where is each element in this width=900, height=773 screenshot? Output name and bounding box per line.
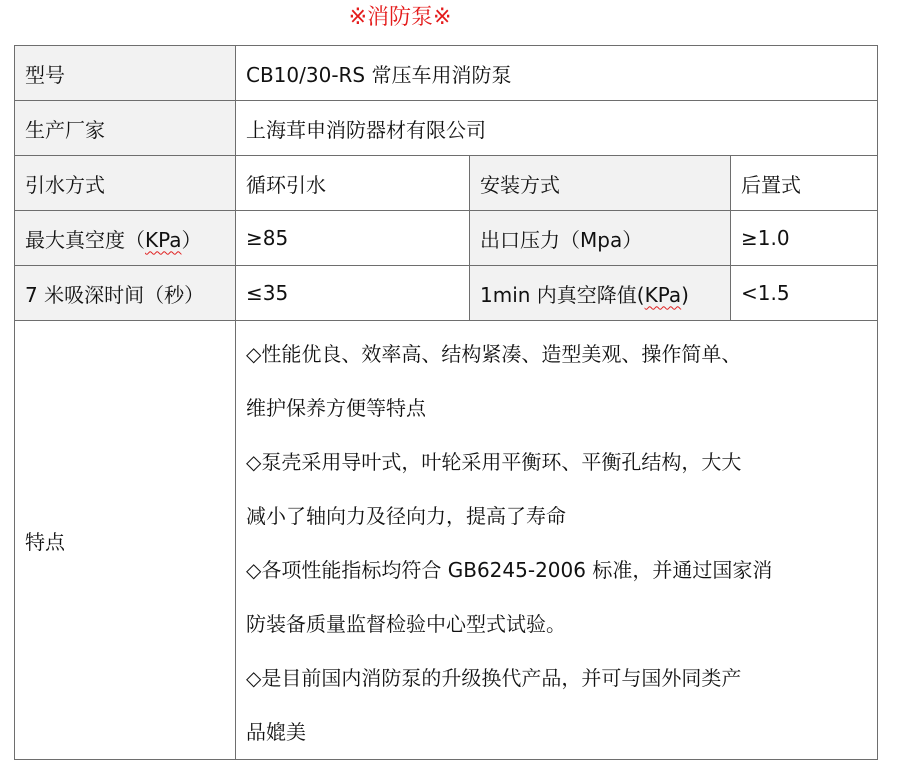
table-row-suction [15,266,878,321]
outlet-pressure-label-close: ） [622,227,643,252]
features-line: ◇性能优良、效率高、结构紧凑、造型美观、操作简单、 [246,342,742,366]
table-row-vacuum [15,211,878,266]
vacuum-drop-label-close: ) [681,282,689,307]
vacuum-label-close: ） [181,227,202,252]
table-row-model [15,46,878,101]
vacuum-unit: KPa [145,227,182,252]
table-row-features [15,321,878,760]
priming-label: 引水方式 [15,156,236,211]
features-line: 防装备质量监督检验中心型式试验。 [246,612,566,636]
features-line: ◇泵壳采用导叶式，叶轮采用平衡环、平衡孔结构，大大 [246,450,742,474]
install-label: 安装方式 [470,156,731,211]
maker-value: 上海茸申消防器材有限公司 [236,101,878,156]
spec-table [14,45,878,760]
features-line: 维护保养方便等特点 [246,396,426,420]
suction-time-label: 7 米吸深时间（秒） [15,266,236,321]
table-row-maker [15,101,878,156]
suction-time-value: ≤35 [236,266,470,321]
outlet-pressure-unit: Mpa [580,227,623,252]
vacuum-drop-value: <1.5 [731,266,878,321]
features-line: ◇各项性能指标均符合 GB6245-2006 标准，并通过国家消 [246,558,773,582]
vacuum-drop-label [470,266,731,321]
outlet-pressure-label-text: 出口压力（ [480,227,580,252]
features-line: 减小了轴向力及径向力，提高了寿命 [246,504,566,528]
outlet-pressure-value: ≥1.0 [731,211,878,266]
model-value: CB10/30-RS 常压车用消防泵 [236,46,878,101]
model-label: 型号 [15,46,236,101]
outlet-pressure-label [470,211,731,266]
features-label: 特点 [15,321,236,760]
features-line: ◇是目前国内消防泵的升级换代产品，并可与国外同类产 [246,666,742,690]
install-value: 后置式 [731,156,878,211]
vacuum-drop-label-text: 1min 内真空降值( [480,282,645,307]
vacuum-label-text: 最大真空度（ [25,227,145,252]
features-line: 品媲美 [246,720,306,744]
priming-value: 循环引水 [236,156,470,211]
vacuum-value: ≥85 [236,211,470,266]
table-row-priming [15,156,878,211]
page-title: ※消防泵※ [348,5,452,30]
vacuum-drop-unit: KPa [644,282,682,307]
features-value [236,321,878,760]
maker-label: 生产厂家 [15,101,236,156]
vacuum-label [15,211,236,266]
